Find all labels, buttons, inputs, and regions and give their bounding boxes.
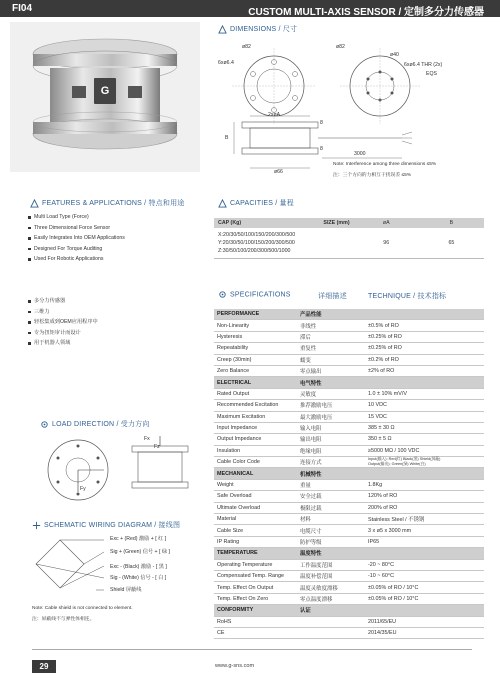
- spec-value: 120% of RO: [365, 491, 484, 502]
- gear-icon: [40, 420, 49, 429]
- capacities-title-text: CAPACITIES / 量程: [230, 200, 294, 207]
- table-row: [214, 479, 484, 490]
- table-row: [214, 343, 484, 354]
- spec-value: ±2% of RO: [365, 365, 484, 376]
- footer-url: www.g-sns.com: [215, 663, 255, 669]
- spec-value: 200% of RO: [365, 502, 484, 513]
- spec-label-cn: 机械特性: [297, 468, 365, 479]
- page-title: CUSTOM MULTI-AXIS SENSOR / 定制多分力传感器: [248, 7, 484, 18]
- spec-label-cn: 输入电阻: [297, 422, 365, 433]
- list-item: Multi Load Type (Force): [28, 212, 125, 223]
- list-item: 多分力传感器: [28, 296, 98, 307]
- table-row: [214, 536, 484, 547]
- spec-value: 3 x ø5 x 3000 mm: [365, 525, 484, 536]
- table-row: [214, 593, 484, 604]
- capacity-values: [214, 228, 354, 259]
- spec-label-cn: 认证: [297, 605, 365, 616]
- capacities-section-title: [218, 198, 294, 208]
- spec-label-cn: 绝缘电阻: [297, 445, 365, 456]
- spec-label-en: TEMPERATURE: [214, 548, 297, 559]
- spec-value: ±0.5% of RO: [365, 320, 484, 331]
- table-row: [214, 320, 484, 331]
- spec-label-en: CONFORMITY: [214, 605, 297, 616]
- features-icon: [30, 199, 39, 208]
- spec-label-en: Compensated Temp. Range: [214, 570, 297, 581]
- features-section-title: [30, 198, 184, 208]
- dim-eqs: EQS: [426, 71, 437, 77]
- spec-value: [365, 605, 484, 616]
- spec-label-en: Insulation: [214, 445, 297, 456]
- capacity-row-x: X:20/30/50/100/150/200/300/500: [218, 232, 296, 238]
- page-number-badge: [32, 660, 56, 673]
- list-item: Designed For Torque Auditing: [28, 244, 125, 255]
- table-row: [214, 570, 484, 581]
- spec-label-en: Rated Output: [214, 388, 297, 399]
- list-item: 专为扭矩审计而设计: [28, 328, 98, 339]
- specifications-section-title: [218, 290, 291, 299]
- dim-thread: 6xø6.4 THR (2x): [404, 62, 443, 68]
- spec-label-cn: [297, 627, 365, 638]
- dimensions-note-cn: 注：三个方向的力相互干扰误差 ≤5%: [333, 173, 412, 178]
- spec-label-cn: 重量: [297, 479, 365, 490]
- spec-label-en: ELECTRICAL: [214, 377, 297, 388]
- wire-sig-plus: Sig + (Green) 信号 + [ 绿 ]: [110, 549, 170, 555]
- spec-value: 10 VDC: [365, 400, 484, 411]
- table-row: [214, 514, 484, 525]
- spec-label-en: CE: [214, 627, 297, 638]
- spec-label-cn: 输出电阻: [297, 434, 365, 445]
- spec-section-header: [214, 377, 484, 388]
- spec-value: 15 VDC: [365, 411, 484, 422]
- spec-label-cn: [297, 616, 365, 627]
- load-direction-title-text: LOAD DIRECTION / 受力方向: [52, 421, 150, 428]
- spec-label-cn: 电缆尺寸: [297, 525, 365, 536]
- spec-value: [365, 468, 484, 479]
- wiring-title-text: SCHEMATIC WIRING DIAGRAM / 接线图: [44, 522, 181, 529]
- table-row: [214, 627, 484, 638]
- spec-label-en: Recommended Excitation: [214, 400, 297, 411]
- size-header-label: SIZE (mm): [323, 220, 350, 226]
- features-list-cn: [28, 296, 98, 349]
- spec-label-en: Operating Temperature: [214, 559, 297, 570]
- table-row: [214, 365, 484, 376]
- specifications-table: [214, 309, 484, 639]
- list-item: Three Dimensional Force Sensor: [28, 223, 125, 234]
- spec-value: 1.8Kg: [365, 479, 484, 490]
- spec-label-en: Cable Size: [214, 525, 297, 536]
- wire-exc-minus: Exc - (Black) 激励 - [ 黑 ]: [110, 564, 167, 570]
- table-row: [214, 525, 484, 536]
- spec-section-header: [214, 548, 484, 559]
- table-row: [214, 331, 484, 342]
- fz-label: Fz: [154, 444, 160, 450]
- wiring-diagram: [30, 534, 210, 594]
- table-row: [214, 422, 484, 433]
- spec-label-cn: 重复性: [297, 343, 365, 354]
- spec-value: -10 ~ 60°C: [365, 570, 484, 581]
- dim-d40: ø40: [390, 52, 399, 58]
- dim-cable-length: 3000: [354, 151, 366, 157]
- dimensions-note-en: Note: Interference among three dimensions ≤5%: [333, 162, 437, 167]
- spec-label-en: Weight: [214, 479, 297, 490]
- table-row: [214, 445, 484, 456]
- spec-value: ±0.2% of RO: [365, 354, 484, 365]
- cap-header-label: CAP (Kg): [218, 220, 242, 226]
- table-row: [214, 434, 484, 445]
- spec-value: 2011/65/EU: [365, 616, 484, 627]
- dim-d66: ø66: [274, 169, 283, 175]
- spec-label-en: Ultimate Overload: [214, 502, 297, 513]
- technique-title: TECHNIQUE / 技术指标: [368, 293, 447, 300]
- dimensions-section-title: [218, 24, 297, 34]
- cable-input-colors: Input(输入): Red(红) Black(黑) Shield(屏蔽): [368, 457, 441, 462]
- spec-label-cn: 温度灵敏度漂移: [297, 582, 365, 593]
- spec-value: 385 ± 30 Ω: [365, 422, 484, 433]
- gear-icon: [218, 290, 227, 299]
- svg-text:G: G: [100, 85, 110, 97]
- b-value: 65: [448, 240, 455, 246]
- model-code: FI04: [12, 3, 33, 14]
- wiring-note-cn: 注：屏蔽线不与弹性体相连。: [32, 617, 95, 622]
- dim-d82-left: ø82: [242, 44, 251, 50]
- spec-value: 350 ± 5 Ω: [365, 434, 484, 445]
- cable-output-colors: Output(输出): Green(绿) White(白): [368, 462, 426, 467]
- spec-label-en: Repeatability: [214, 343, 297, 354]
- wiring-section-title: [32, 520, 180, 530]
- b-header: B: [449, 220, 454, 226]
- dim-b: B: [225, 135, 229, 141]
- capacity-row-y: Y:20/30/50/100/150/200/300/500: [218, 240, 295, 246]
- spec-label-cn: 蠕变: [297, 354, 365, 365]
- spec-section-header: [214, 468, 484, 479]
- spec-label-cn: 连接方式: [297, 457, 365, 468]
- spec-label-cn: 温度补偿范围: [297, 570, 365, 581]
- spec-label-en: PERFORMANCE: [214, 309, 297, 320]
- list-item: 用于机器人领域: [28, 338, 98, 349]
- spec-section-header: [214, 605, 484, 616]
- spec-value: 2014/35/EU: [365, 627, 484, 638]
- spec-value: ±0.05% of RO / 10°C: [365, 582, 484, 593]
- capacity-row-z: Z:30/50/100/200/300/500/1000: [218, 248, 291, 254]
- list-item: Used For Robotic Applications: [28, 254, 125, 265]
- capacities-icon: [218, 199, 227, 208]
- list-item: Easily Integrates Into OEM Applications: [28, 233, 125, 244]
- spec-label-en: Input Impedance: [214, 422, 297, 433]
- features-title-text: FEATURES & APPLICATIONS / 特点和用途: [42, 200, 185, 207]
- spec-label-en: Output Impedance: [214, 434, 297, 445]
- fx-label: Fx: [144, 436, 150, 442]
- features-list-en: [28, 212, 125, 265]
- load-direction-section-title: [40, 419, 150, 429]
- wire-sig-minus: Sig - (White) 信号 - [ 白 ]: [110, 575, 167, 581]
- spec-label-en: Non-Linearity: [214, 320, 297, 331]
- spec-label-cn: 电气特性: [297, 377, 365, 388]
- dim-eight-top: 8: [320, 120, 323, 126]
- wiring-icon: [32, 521, 41, 530]
- wire-exc-plus: Exc + (Red) 激励 + [ 红 ]: [110, 536, 167, 542]
- spec-label-en: IP Rating: [214, 536, 297, 547]
- spec-label-en: RoHS: [214, 616, 297, 627]
- spec-label-en: Safe Overload: [214, 491, 297, 502]
- specifications-title-cn: 详细描述: [318, 293, 347, 300]
- spec-value: 1.0 ± 10% mV/V: [365, 388, 484, 399]
- spec-label-en: MECHANICAL: [214, 468, 297, 479]
- wire-shield: Shield 屏蔽线: [110, 587, 142, 593]
- cap-header: [214, 218, 354, 228]
- spec-label-cn: 安全过载: [297, 491, 365, 502]
- product-photo: [10, 22, 200, 172]
- table-row: [214, 491, 484, 502]
- table-row: [214, 411, 484, 422]
- spec-label-cn: 零点温度漂移: [297, 593, 365, 604]
- spec-label-en: Maximum Excitation: [214, 411, 297, 422]
- spec-label-cn: 最大激励电压: [297, 411, 365, 422]
- capacities-table: [214, 218, 484, 259]
- spec-label-cn: 温度特性: [297, 548, 365, 559]
- spec-label-cn: 防护等级: [297, 536, 365, 547]
- a-header: øA: [382, 220, 390, 226]
- spec-label-cn: 零点输出: [297, 365, 365, 376]
- table-row: [214, 616, 484, 627]
- spec-label-cn: 产品性能: [297, 309, 365, 320]
- spec-label-en: Material: [214, 514, 297, 525]
- spec-value: ≥5000 MΩ / 100 VDC: [365, 445, 484, 456]
- spec-value: [365, 309, 484, 320]
- spec-label-cn: 滞后: [297, 331, 365, 342]
- spec-value: ±0.05% of RO / 10°C: [365, 593, 484, 604]
- dim-eight-bottom: 8: [320, 146, 323, 152]
- table-row: [214, 502, 484, 513]
- spec-value: -20 ~ 80°C: [365, 559, 484, 570]
- table-row: [214, 400, 484, 411]
- dimensions-icon: [218, 25, 227, 34]
- page-number: 29: [39, 662, 49, 671]
- footer-rule: [32, 649, 472, 650]
- spec-value: Stainless Steel / 不锈钢: [365, 514, 484, 525]
- spec-label-cn: 非线性: [297, 320, 365, 331]
- fy-label: Fy: [80, 486, 86, 492]
- spec-value: [365, 548, 484, 559]
- header-bar: [0, 0, 500, 17]
- dim-d82-right: ø82: [336, 44, 345, 50]
- spec-label-en: Zero Balance: [214, 365, 297, 376]
- spec-value: IP65: [365, 536, 484, 547]
- dimension-drawing-side: [222, 108, 482, 178]
- spec-label-en: Cable Color Code: [214, 457, 297, 468]
- spec-label-en: Temp. Effect On Output: [214, 582, 297, 593]
- spec-label-en: Temp. Effect On Zero: [214, 593, 297, 604]
- list-item: 三维力: [28, 307, 98, 318]
- dimensions-title-text: DIMENSIONS / 尺寸: [230, 26, 298, 33]
- spec-label-en: Creep (30min): [214, 354, 297, 365]
- specifications-title-text: SPECIFICATIONS: [230, 291, 291, 299]
- dim-holes-left: 6xø6.4: [218, 60, 234, 66]
- table-row: [214, 457, 484, 468]
- wiring-note-en: Note: Cable shield is not connected to element.: [32, 606, 133, 611]
- list-item: 轻松集成到OEM应用程序中: [28, 317, 98, 328]
- spec-label-cn: 材料: [297, 514, 365, 525]
- spec-value: [365, 457, 484, 468]
- spec-value: ±0.25% of RO: [365, 331, 484, 342]
- spec-label-cn: 推荐激励电压: [297, 400, 365, 411]
- table-row: [214, 388, 484, 399]
- table-row: [214, 354, 484, 365]
- load-direction-diagram: [40, 434, 200, 506]
- dim-2xa: 2xøA: [268, 112, 281, 118]
- spec-label-en: Hysteresis: [214, 331, 297, 342]
- spec-label-cn: 工作温度范围: [297, 559, 365, 570]
- spec-section-header: [214, 309, 484, 320]
- table-row: [214, 582, 484, 593]
- spec-label-cn: 灵敏度: [297, 388, 365, 399]
- spec-value: [365, 377, 484, 388]
- spec-value: ±0.25% of RO: [365, 343, 484, 354]
- table-row: [214, 559, 484, 570]
- spec-label-cn: 极限过载: [297, 502, 365, 513]
- a-value: 96: [383, 240, 390, 246]
